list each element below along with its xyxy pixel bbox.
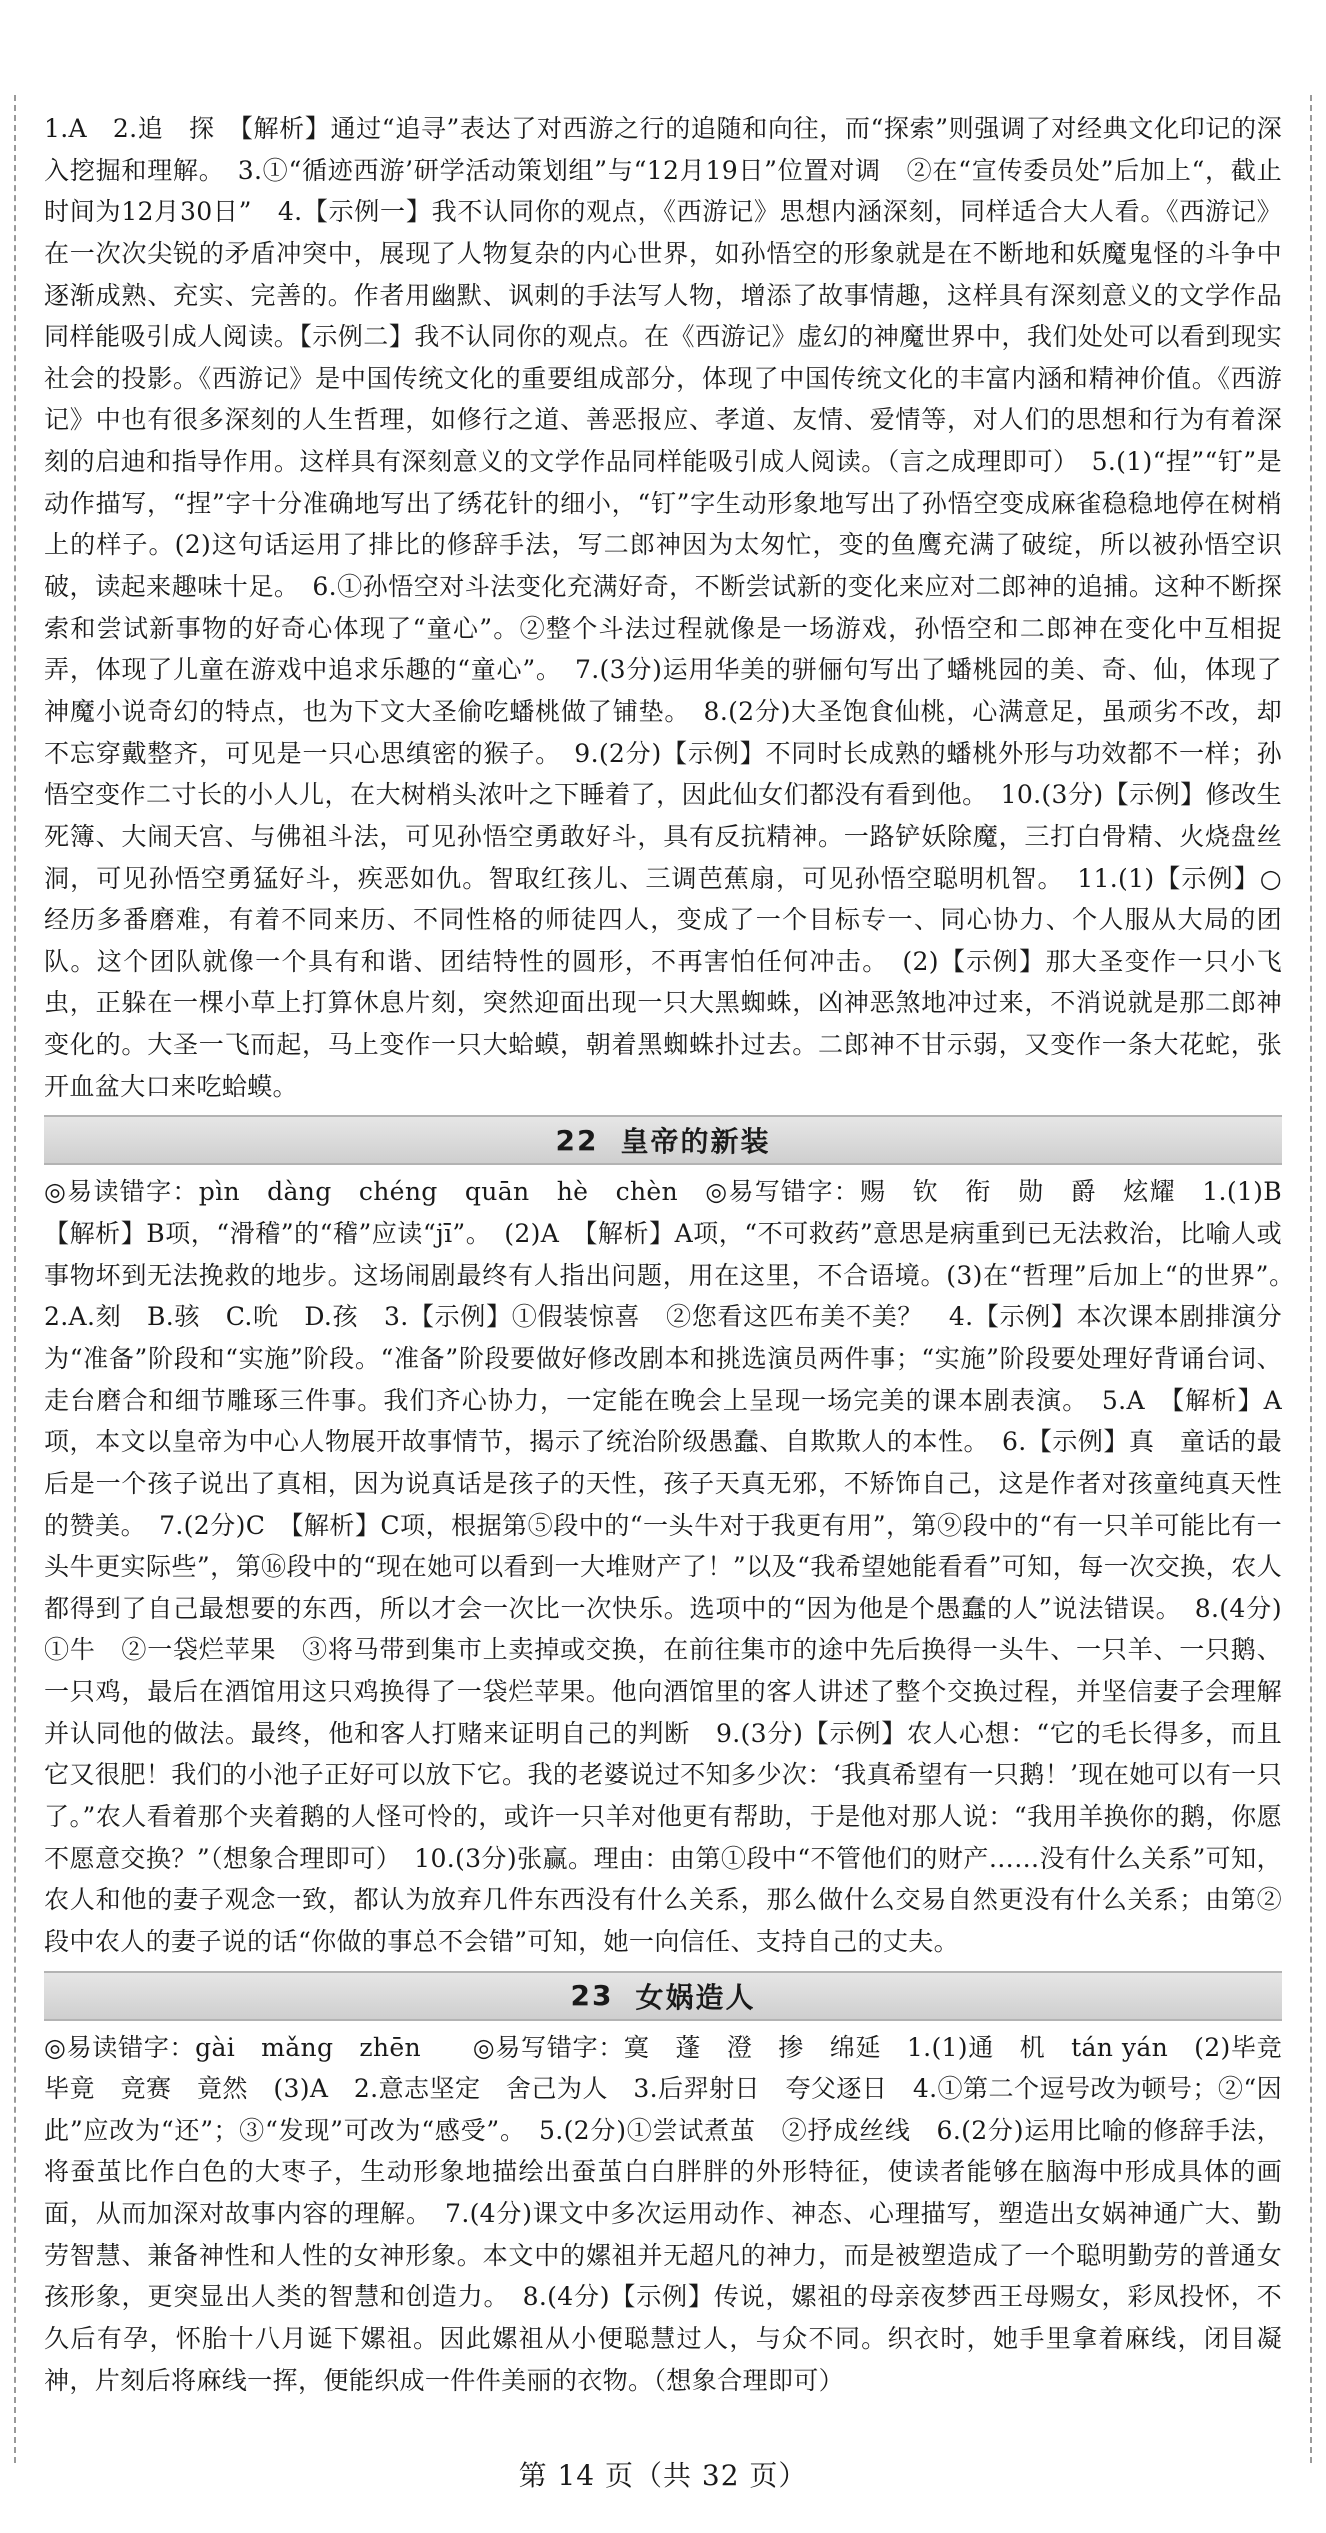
- section-banner-22: [44, 1115, 1282, 1165]
- section-number: 23: [570, 1979, 614, 2013]
- answers-lesson-22: ◎易读错字：pìn dàng chéng quān hè chèn ◎易写错字：赐 钦 衔 勋 爵 炫耀 1.(1)B 【解析】B项，“滑稽”的“稽”应读“jī”。 (2)A 【解析】A项，“不可救药”意思是病重到已无法救治，比喻人或事物坏到无法挽救的地步。这场闹剧最终有人指出问题，用在这里，不合语境。(3)在“哲理”后加上“的世界”。 2.A.刻 B.骇 C.吮 D.孩 3.【示例】①假装惊喜 ②您看这匹布美不美？ 4.【示例】本次课本剧排演分为“准备”阶段和“实施”阶段。“准备”阶段要做好修改剧本和挑选演员两件事；“实施”阶段要处理好背诵台词、走台磨合和细节雕琢三件事。我们齐心协力，一定能在晚会上呈现一场完美的课本剧表演。 5.A 【解析】A项，本文以皇帝为中心人物展开故事情节，揭示了统治阶级愚蠢、自欺欺人的本性。 6.【示例】真 童话的最后是一个孩子说出了真相，因为说真话是孩子的天性，孩子天真无邪，不矫饰自己，这是作者对孩童纯真天性的赞美。 7.(2分)C 【解析】C项，根据第⑤段中的“一头牛对于我更有用”，第⑨段中的“有一只羊可能比有一头牛更实际些”，第⑯段中的“现在她可以看到一大堆财产了！”以及“我希望她能看看”可知，每一次交换，农人都得到了自己最想要的东西，所以才会一次比一次快乐。选项中的“因为他是个愚蠢的人”说法错误。 8.(4分)①牛 ②一袋烂苹果 ③将马带到集市上卖掉或交换，在前往集市的途中先后换得一头牛、一只羊、一只鹅、一只鸡，最后在酒馆用这只鸡换得了一袋烂苹果。他向酒馆里的客人讲述了整个交换过程，并坚信妻子会理解并认同他的做法。最终，他和客人打赌来证明自己的判断 9.(3分)【示例】农人心想：“它的毛长得多，而且它又很肥！我们的小池子正好可以放下它。我的老婆说过不知多少次：‘我真希望有一只鹅！’现在她可以有一只了。”农人看着那个夹着鹅的人怪可怜的，或许一只羊对他更有帮助，于是他对那人说：“我用羊换你的鹅，你愿不愿意交换？”（想象合理即可） 10.(3分)张赢。理由：由第①段中“不管他们的财产……没有什么关系”可知，农人和他的妻子观念一致，都认为放弃几件东西没有什么关系，那么做什么交易自然更没有什么关系；由第②段中农人的妻子说的话“你做的事总不会错”可知，她一向信任、支持自己的丈夫。: [44, 1177, 1308, 1956]
- section-title: 皇帝的新装: [620, 1125, 771, 1159]
- answers-lesson-23: ◎易读错字：gài mǎng zhēn ◎易写错字：寞 蓬 澄 掺 绵延 1.(1)通 机 tán yán (2)毕竞 毕竟 竞赛 竟然 (3)A 2.意志坚定 舍己为人 3.后羿射日 夸父逐日 4.①第二个逗号改为顿号；②“因此”应改为“还”；③“发现”可改为“感受”。 5.(2分)①尝试煮茧 ②抒成丝线 6.(2分)运用比喻的修辞手法，将蚕茧比作白色的大枣子，生动形象地描绘出蚕茧白白胖胖的外形特征，使读者能够在脑海中形成具体的画面，从而加深对故事内容的理解。 7.(4分)课文中多次运用动作、神态、心理描写，塑造出女娲神通广大、勤劳智慧、兼备神性和人性的女神形象。本文中的嫘祖并无超凡的神力，而是被塑造成了一个聪明勤劳的普通女孩形象，更突显出人类的智慧和创造力。 8.(4分)【示例】传说，嫘祖的母亲夜梦西王母赐女，彩凤投怀，不久后有孕，怀胎十八月诞下嫘祖。因此嫘祖从小便聪慧过人，与众不同。织衣时，她手里拿着麻线，闭目凝神，片刻后将麻线一挥，便能织成一件件美丽的衣物。（想象合理即可）: [44, 2032, 1308, 2395]
- section-banner-23: [44, 1971, 1282, 2021]
- left-binding-line: [14, 95, 16, 2463]
- page-number: 第 14 页（共 32 页）: [518, 2459, 808, 2492]
- section-title: 女娲造人: [635, 1980, 756, 2014]
- section-number: 22: [555, 1123, 599, 1157]
- page-content: [44, 108, 1308, 2401]
- answers-lesson-21: 1.A 2.追 探 【解析】通过“追寻”表达了对西游之行的追随和向往，而“探索”则强调了对经典文化印记的深入挖掘和理解。 3.①“循迹西游’研学活动策划组”与“12月19日”位置对调 ②在“宣传委员处”后加上“，截止时间为12月30日” 4.【示例一】我不认同你的观点，《西游记》思想内涵深刻，同样适合大人看。《西游记》在一次次尖锐的矛盾冲突中，展现了人物复杂的内心世界，如孙悟空的形象就是在不断地和妖魔鬼怪的斗争中逐渐成熟、充实、完善的。作者用幽默、讽刺的手法写人物，增添了故事情趣，这样具有深刻意义的文学作品同样能吸引成人阅读。【示例二】我不认同你的观点。在《西游记》虚幻的神魔世界中，我们处处可以看到现实社会的投影。《西游记》是中国传统文化的重要组成部分，体现了中国传统文化的丰富内涵和精神价值。《西游记》中也有很多深刻的人生哲理，如修行之道、善恶报应、孝道、友情、爱情等，对人们的思想和行为有着深刻的启迪和指导作用。这样具有深刻意义的文学作品同样能吸引成人阅读。（言之成理即可） 5.(1)“捏”“钉”是动作描写，“捏”字十分准确地写出了绣花针的细小，“钉”字生动形象地写出了孙悟空变成麻雀稳稳地停在树梢上的样子。(2)这句话运用了排比的修辞手法，写二郎神因为太匆忙，变的鱼鹰充满了破绽，所以被孙悟空识破，读起来趣味十足。 6.①孙悟空对斗法变化充满好奇，不断尝试新的变化来应对二郎神的追捕。这种不断探索和尝试新事物的好奇心体现了“童心”。②整个斗法过程就像是一场游戏，孙悟空和二郎神在变化中互相捉弄，体现了儿童在游戏中追求乐趣的“童心”。 7.(3分)运用华美的骈俪句写出了蟠桃园的美、奇、仙，体现了神魔小说奇幻的特点，也为下文大圣偷吃蟠桃做了铺垫。 8.(2分)大圣饱食仙桃，心满意足，虽顽劣不改，却不忘穿戴整齐，可见是一只心思缜密的猴子。 9.(2分)【示例】不同时长成熟的蟠桃外形与功效都不一样；孙悟空变作二寸长的小人儿，在大树梢头浓叶之下睡着了，因此仙女们都没有看到他。 10.(3分)【示例】修改生死簿、大闹天宫、与佛祖斗法，可见孙悟空勇敢好斗，具有反抗精神。一路铲妖除魔，三打白骨精、火烧盘丝洞，可见孙悟空勇猛好斗，疾恶如仇。智取红孩儿、三调芭蕉扇，可见孙悟空聪明机智。 11.(1)【示例】○ 经历多番磨难，有着不同来历、不同性格的师徒四人，变成了一个目标专一、同心协力、个人服从大局的团队。这个团队就像一个具有和谐、团结特性的圆形，不再害怕任何冲击。 (2)【示例】那大圣变作一只小飞虫，正躲在一棵小草上打算休息片刻，突然迎面出现一只大黑蜘蛛，凶神恶煞地冲过来，不消说就是那二郎神变化的。大圣一飞而起，马上变作一只大蛤蟆，朝着黑蜘蛛扑过去。二郎神不甘示弱，又变作一条大花蛇，张开血盆大口来吃蛤蟆。: [44, 114, 1308, 1101]
- right-binding-line: [1310, 95, 1312, 2463]
